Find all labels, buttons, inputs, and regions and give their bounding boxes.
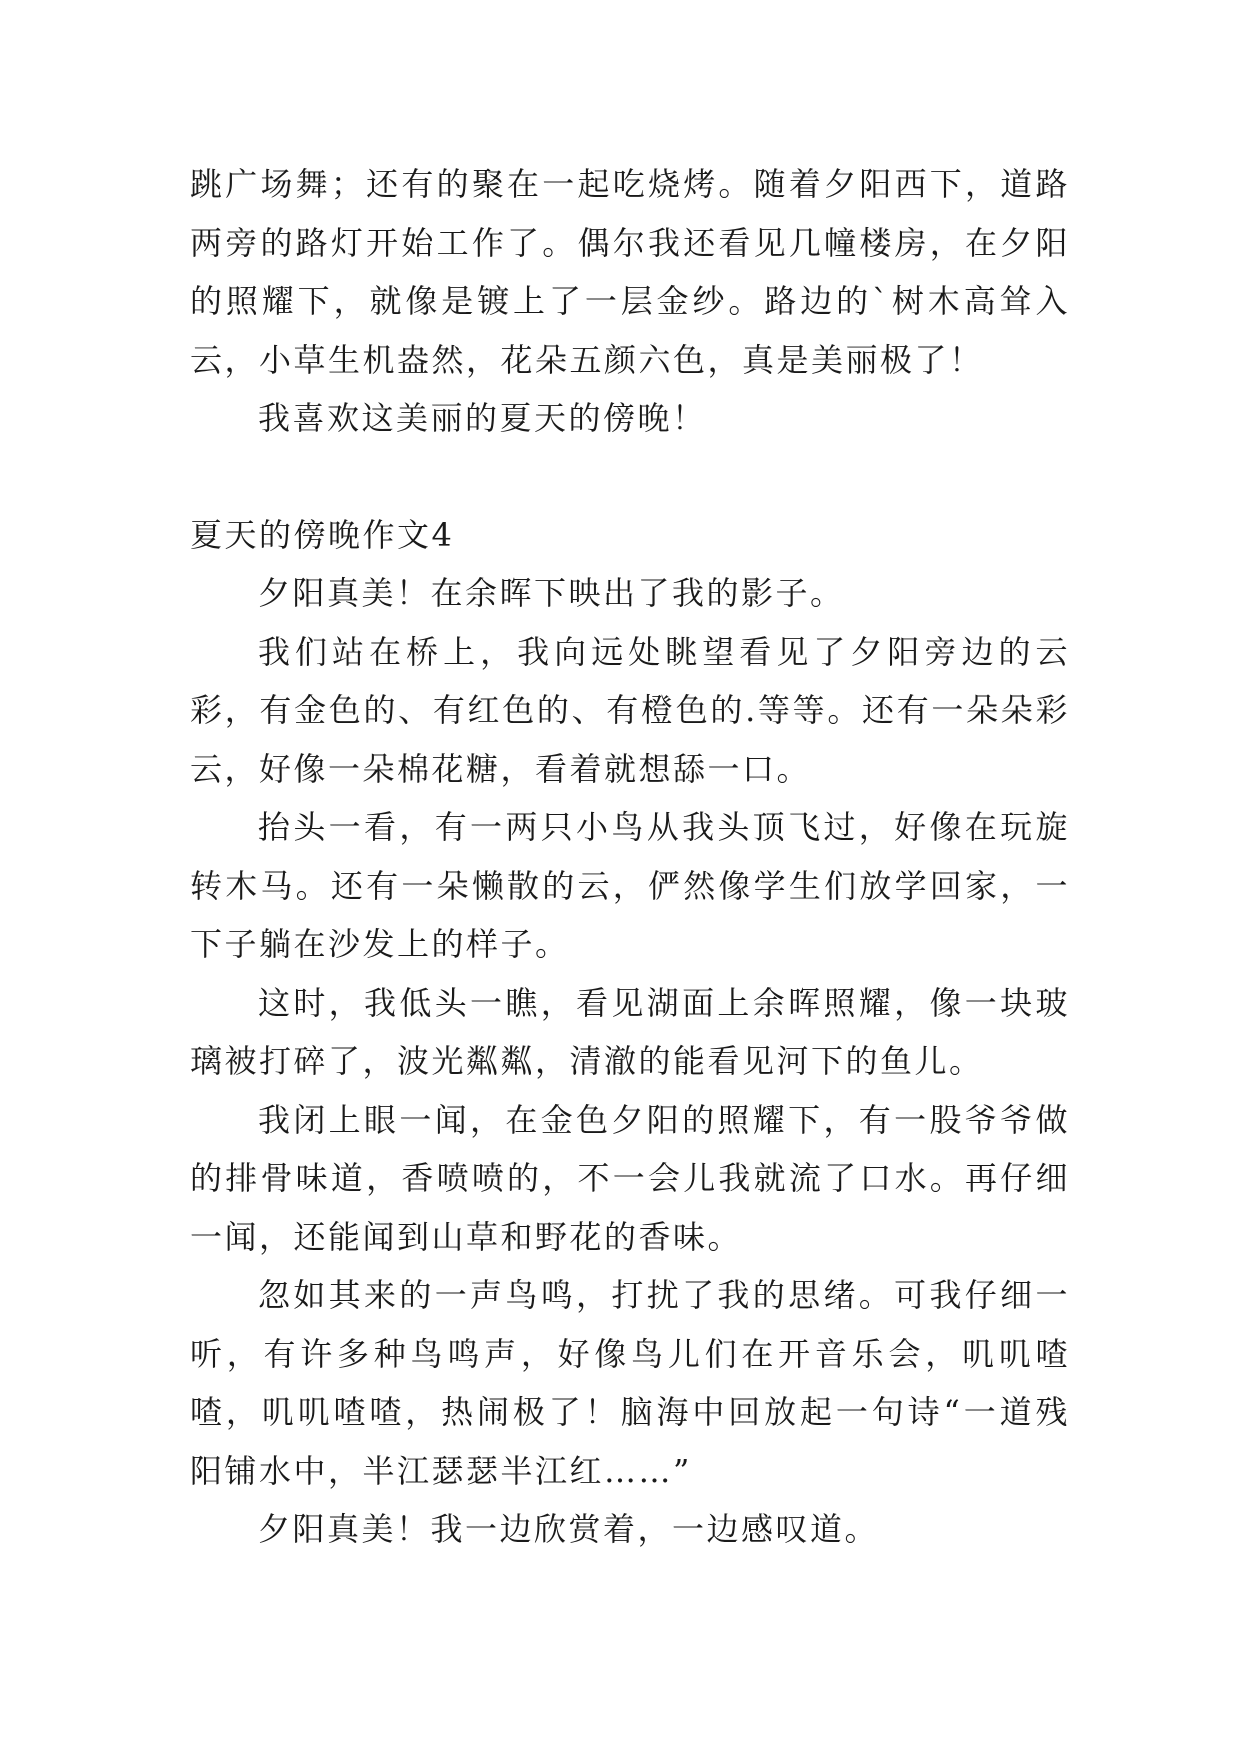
document-body xyxy=(190,155,1070,1559)
section-title: 夏天的傍晚作文4 xyxy=(190,515,455,554)
paragraph-1: 夕阳真美！在余晖下映出了我的影子。 xyxy=(258,574,845,612)
paragraph-5: 我闭上眼一闻，在金色夕阳的照耀下，有一股爷爷做的排骨味道，香喷喷的，不一会儿我就流了口水。再仔细一闻，还能闻到山草和野花的香味。 xyxy=(190,1100,1070,1256)
paragraph-6: 忽如其来的一声鸟鸣，打扰了我的思绪。可我仔细一听，有许多种鸟鸣声，好像鸟儿们在开音乐会，叽叽喳喳，叽叽喳喳，热闹极了！脑海中回放起一句诗“一道残阳铺水中，半江瑟瑟半江红……” xyxy=(190,1276,1070,1490)
paragraph-3: 抬头一看，有一两只小鸟从我头顶飞过，好像在玩旋转木马。还有一朵懒散的云，俨然像学生们放学回家，一下子躺在沙发上的样子。 xyxy=(190,808,1070,963)
paragraph-7: 夕阳真美！我一边欣赏着，一边感叹道。 xyxy=(258,1510,880,1548)
section-spacer xyxy=(190,448,1070,506)
paragraph-2: 我们站在桥上，我向远处眺望看见了夕阳旁边的云彩，有金色的、有红色的、有橙色的.等等。还有一朵朵彩云，好像一朵棉花糖，看着就想舔一口。 xyxy=(190,632,1070,788)
paragraph-4: 这时，我低头一瞧，看见湖面上余晖照耀，像一块玻璃被打碎了，波光粼粼，清澈的能看见河下的鱼儿。 xyxy=(190,983,1070,1080)
paragraph-prev-2: 我喜欢这美丽的夏天的傍晚！ xyxy=(258,399,707,437)
paragraph-prev-1: 跳广场舞；还有的聚在一起吃烧烤。随着夕阳西下，道路两旁的路灯开始工作了。偶尔我还看见几幢楼房，在夕阳的照耀下，就像是镀上了一层金纱。路边的`树木高耸入云，小草生机盎然，花朵五颜六色，真是美丽极了！ xyxy=(190,165,1070,379)
